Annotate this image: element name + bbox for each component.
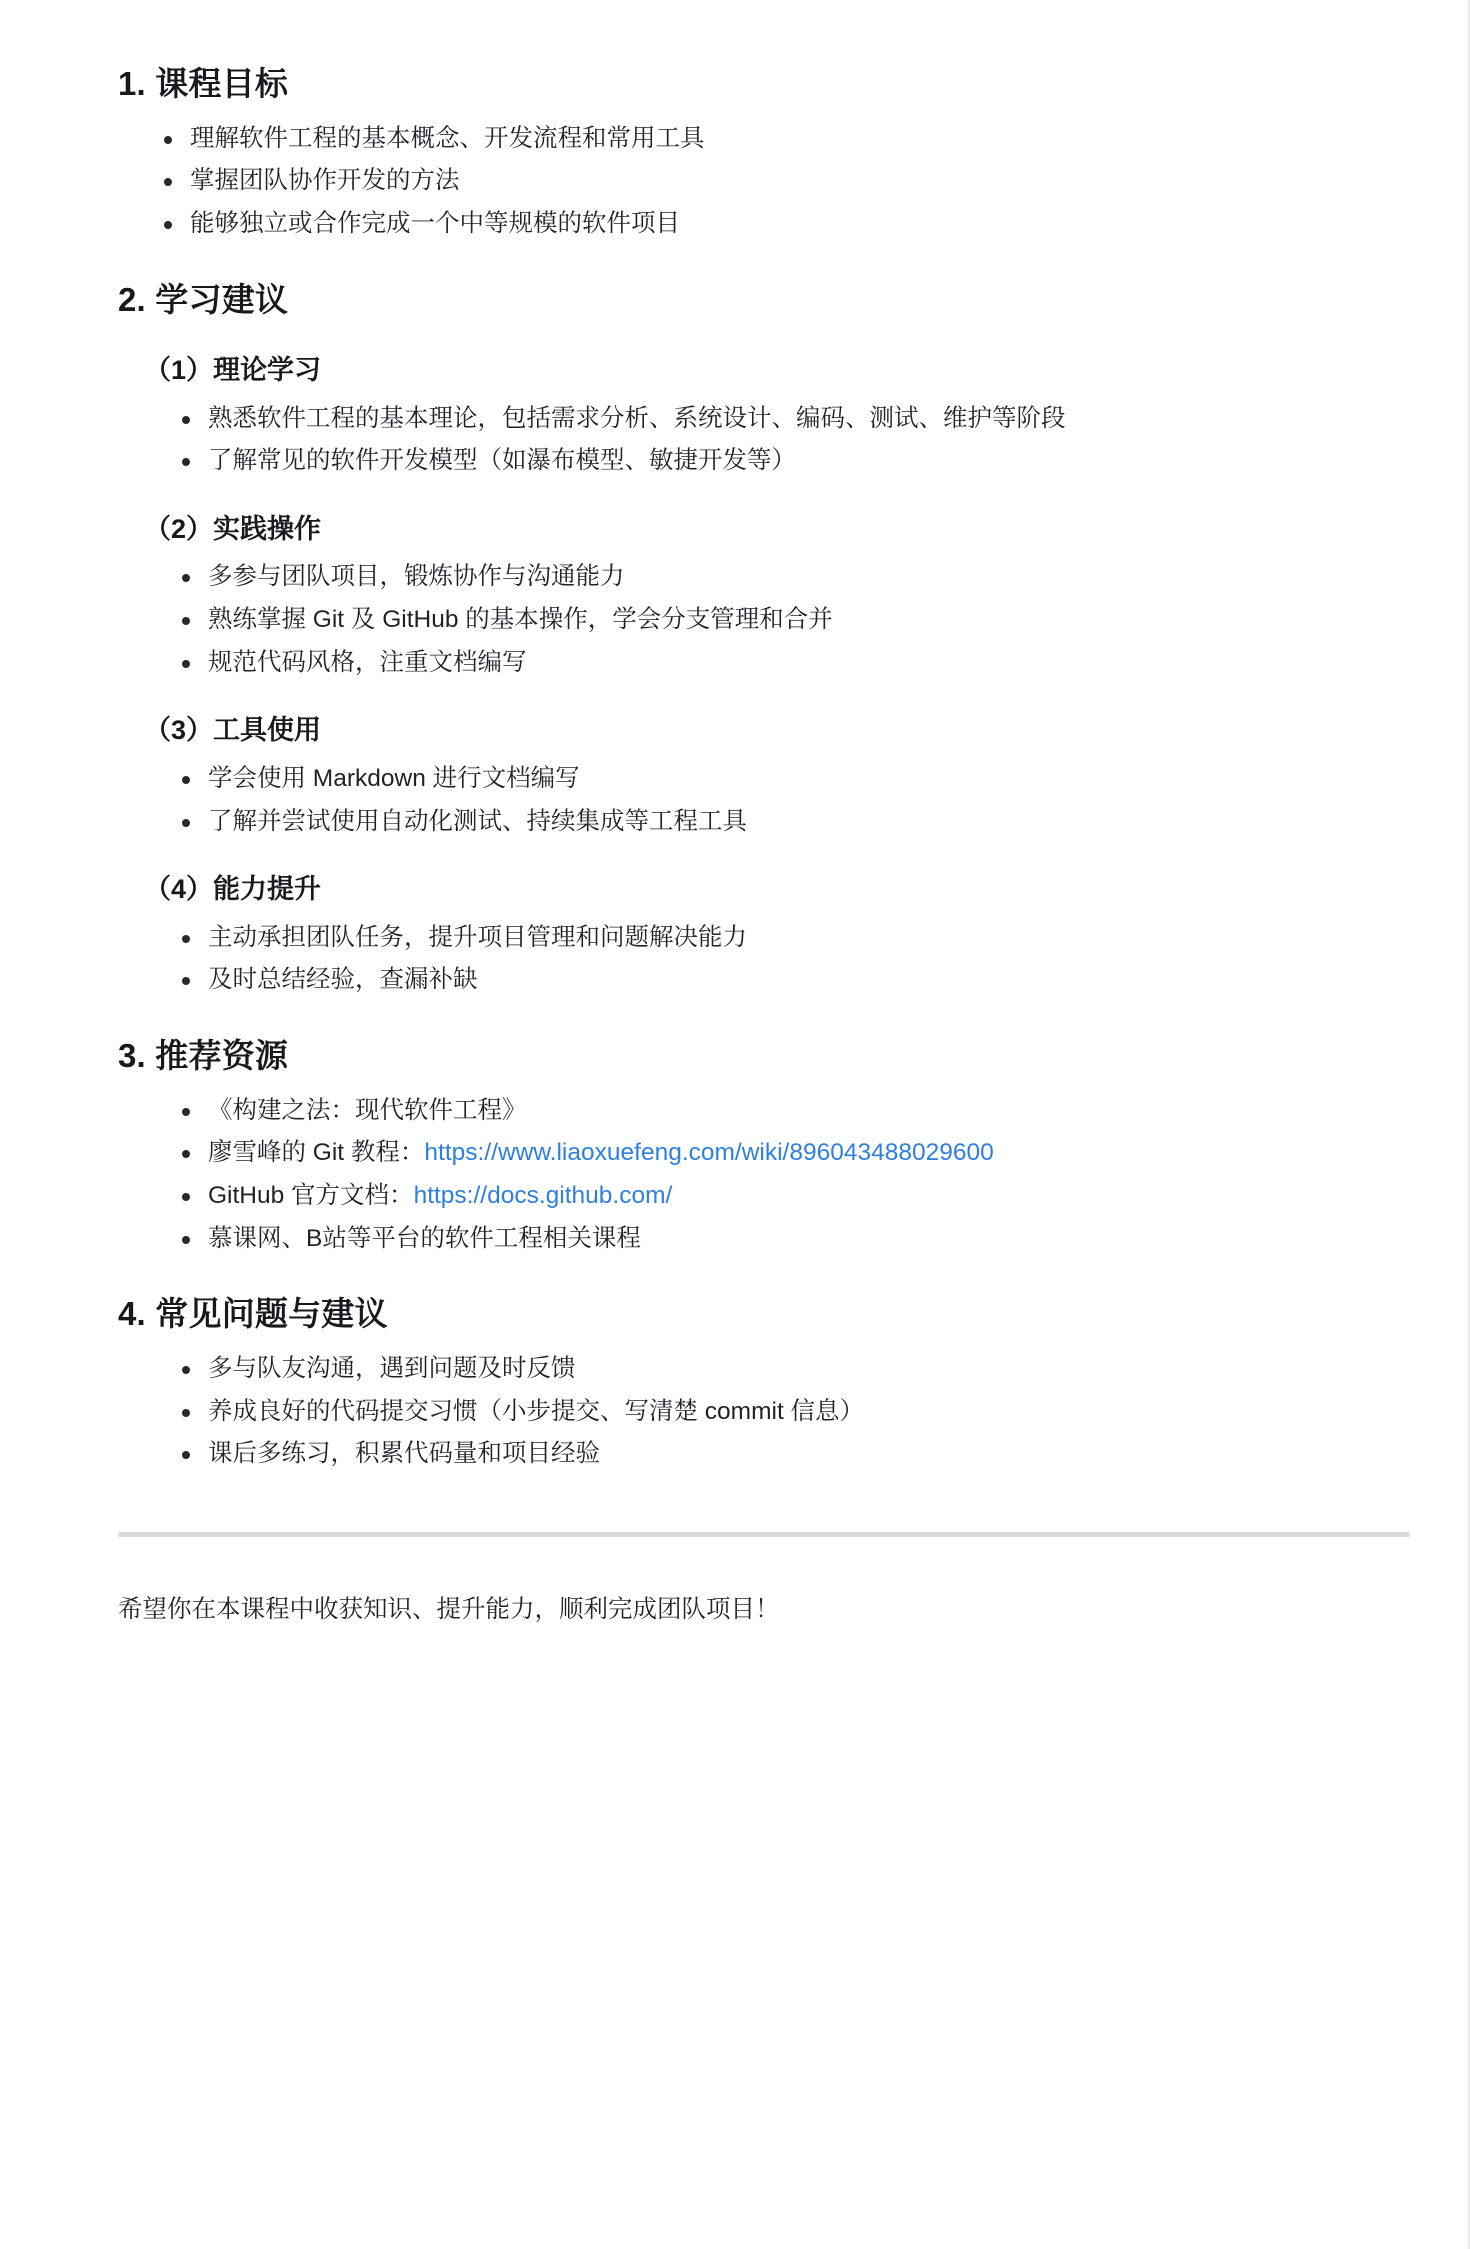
section-heading-resources: 3. 推荐资源 [118, 1037, 289, 1075]
list-item: 掌握团队协作开发的方法 [190, 161, 1410, 201]
resource-text: 慕课网、B站等平台的软件工程相关课程 [208, 1224, 641, 1252]
list-item [208, 1176, 1410, 1216]
faq-list [118, 1349, 1410, 1474]
resource-link-github-docs[interactable]: https://docs.github.com/ [413, 1182, 673, 1210]
list-item: 熟练掌握 Git 及 GitHub 的基本操作，学会分支管理和合并 [208, 600, 1410, 640]
section-heading-course-goals: 1. 课程目标 [118, 65, 289, 102]
list-item: 及时总结经验，查漏补缺 [208, 960, 1410, 1000]
list-item: 能够独立或合作完成一个中等规模的软件项目 [190, 204, 1410, 244]
subsection-heading-practice: （2）实践操作 [144, 513, 322, 544]
list-item: 了解常见的软件开发模型（如瀑布模型、敏捷开发等） [208, 441, 1410, 481]
subsection-heading-tools: （3）工具使用 [144, 715, 322, 746]
tools-list [118, 759, 1410, 841]
resource-text: 廖雪峰的 Git 教程： [208, 1139, 425, 1167]
subsection-heading-ability: （4）能力提升 [144, 874, 322, 905]
practice-list [118, 557, 1410, 682]
list-item: 主动承担团队任务，提升项目管理和问题解决能力 [208, 918, 1410, 958]
list-item [208, 1219, 1410, 1259]
section-heading-faq: 4. 常见问题与建议 [118, 1295, 388, 1333]
list-item [208, 1091, 1410, 1131]
list-item: 规范代码风格，注重文档编写 [208, 643, 1410, 683]
resource-text: GitHub 官方文档： [208, 1182, 414, 1210]
resource-text: 《构建之法：现代软件工程》 [208, 1096, 527, 1124]
list-item: 多与队友沟通，遇到问题及时反馈 [208, 1349, 1410, 1389]
list-item: 了解并尝试使用自动化测试、持续集成等工程工具 [208, 802, 1410, 842]
theory-list [118, 399, 1410, 481]
list-item: 熟悉软件工程的基本理论，包括需求分析、系统设计、编码、测试、维护等阶段 [208, 399, 1410, 439]
list-item: 学会使用 Markdown 进行文档编写 [208, 759, 1410, 799]
course-goals-list [118, 119, 1410, 244]
resource-link-liaoxuefeng[interactable]: https://www.liaoxuefeng.com/wiki/896043488029600 [424, 1139, 994, 1167]
ability-list [118, 918, 1410, 1000]
list-item: 理解软件工程的基本概念、开发流程和常用工具 [190, 119, 1410, 159]
list-item: 养成良好的代码提交习惯（小步提交、写清楚 commit 信息） [208, 1392, 1410, 1432]
resources-list [118, 1091, 1410, 1259]
closing-paragraph: 希望你在本课程中收获知识、提升能力，顺利完成团队项目！ [118, 1596, 780, 1623]
section-heading-study-advice: 2. 学习建议 [118, 280, 289, 318]
list-item [208, 1133, 1410, 1173]
list-item: 课后多练习，积累代码量和项目经验 [208, 1434, 1410, 1474]
list-item: 多参与团队项目，锻炼协作与沟通能力 [208, 557, 1410, 597]
subsection-heading-theory: （1）理论学习 [144, 355, 322, 386]
section-divider [118, 1532, 1410, 1537]
